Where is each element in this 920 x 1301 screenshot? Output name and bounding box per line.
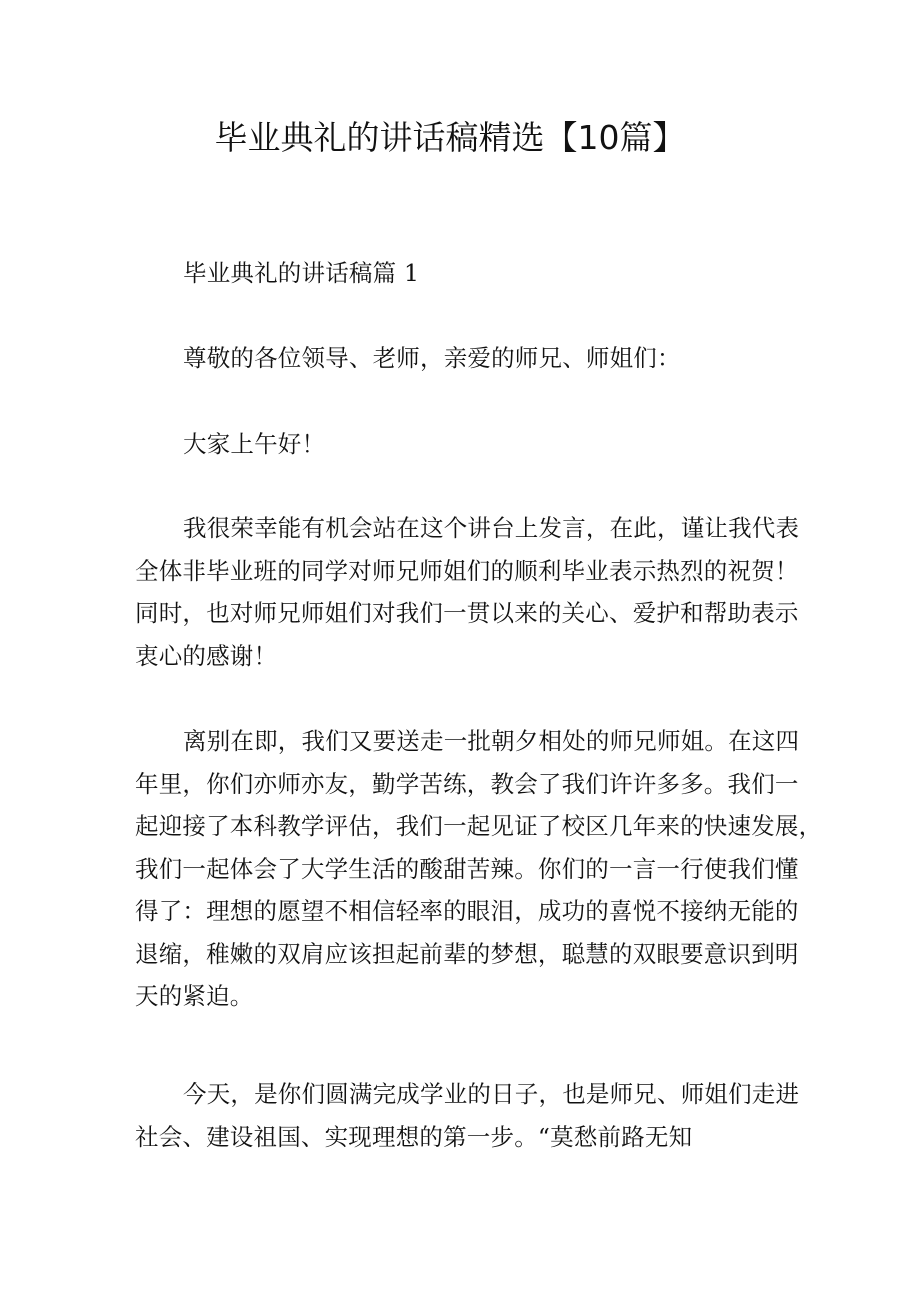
paragraph-line: 衷心的感谢！ xyxy=(135,641,278,670)
document-title: 毕业典礼的讲话稿精选【10篇】 xyxy=(214,118,686,157)
paragraph-line: 天的紧迫。 xyxy=(135,982,254,1010)
greeting-paragraph xyxy=(135,337,795,380)
paragraph-line: 离别在即，我们又要送走一批朝夕相处的师兄师姐。在这四 xyxy=(183,727,800,755)
paragraph-line: 年里，你们亦师亦友，勤学苦练，教会了我们许许多多。我们一 xyxy=(135,769,799,798)
paragraph-line: 今天，是你们圆满完成学业的日子，也是师兄、师姐们走进 xyxy=(183,1080,800,1108)
paragraph-line: 同时，也对师兄师姐们对我们一贯以来的关心、爱护和帮助表示 xyxy=(135,599,799,627)
paragraph-line: 得了：理想的愿望不相信轻率的眼泪，成功的喜悦不接纳无能的 xyxy=(135,897,799,925)
paragraph-line: 全体非毕业班的同学对师兄师姐们的顺利毕业表示热烈的祝贺！ xyxy=(135,556,799,585)
greeting-text: 尊敬的各位领导、老师，亲爱的师兄、师姐们： xyxy=(183,344,681,372)
paragraph-line: 退缩，稚嫩的双肩应该担起前辈的梦想，聪慧的双眼要意识到明 xyxy=(135,939,799,968)
paragraph-line: 起迎接了本科教学评估，我们一起见证了校区几年来的快速发展， xyxy=(135,812,823,840)
body-paragraph-1 xyxy=(135,507,800,677)
body-paragraph-3 xyxy=(135,1073,800,1158)
paragraph-line: 我们一起体会了大学生活的酸甜苦辣。你们的一言一行使我们懂 xyxy=(135,854,799,883)
salutation-paragraph xyxy=(135,423,795,466)
paragraph-line: 社会、建设祖国、实现理想的第一步。“莫愁前路无知 xyxy=(135,1122,693,1151)
paragraph-line: 我很荣幸能有机会站在这个讲台上发言，在此，谨让我代表 xyxy=(183,514,800,542)
salutation-text: 大家上午好！ xyxy=(183,430,326,458)
section-heading xyxy=(135,252,795,295)
section-heading-text: 毕业典礼的讲话稿篇 1 xyxy=(183,259,420,287)
body-paragraph-2 xyxy=(135,720,823,1018)
